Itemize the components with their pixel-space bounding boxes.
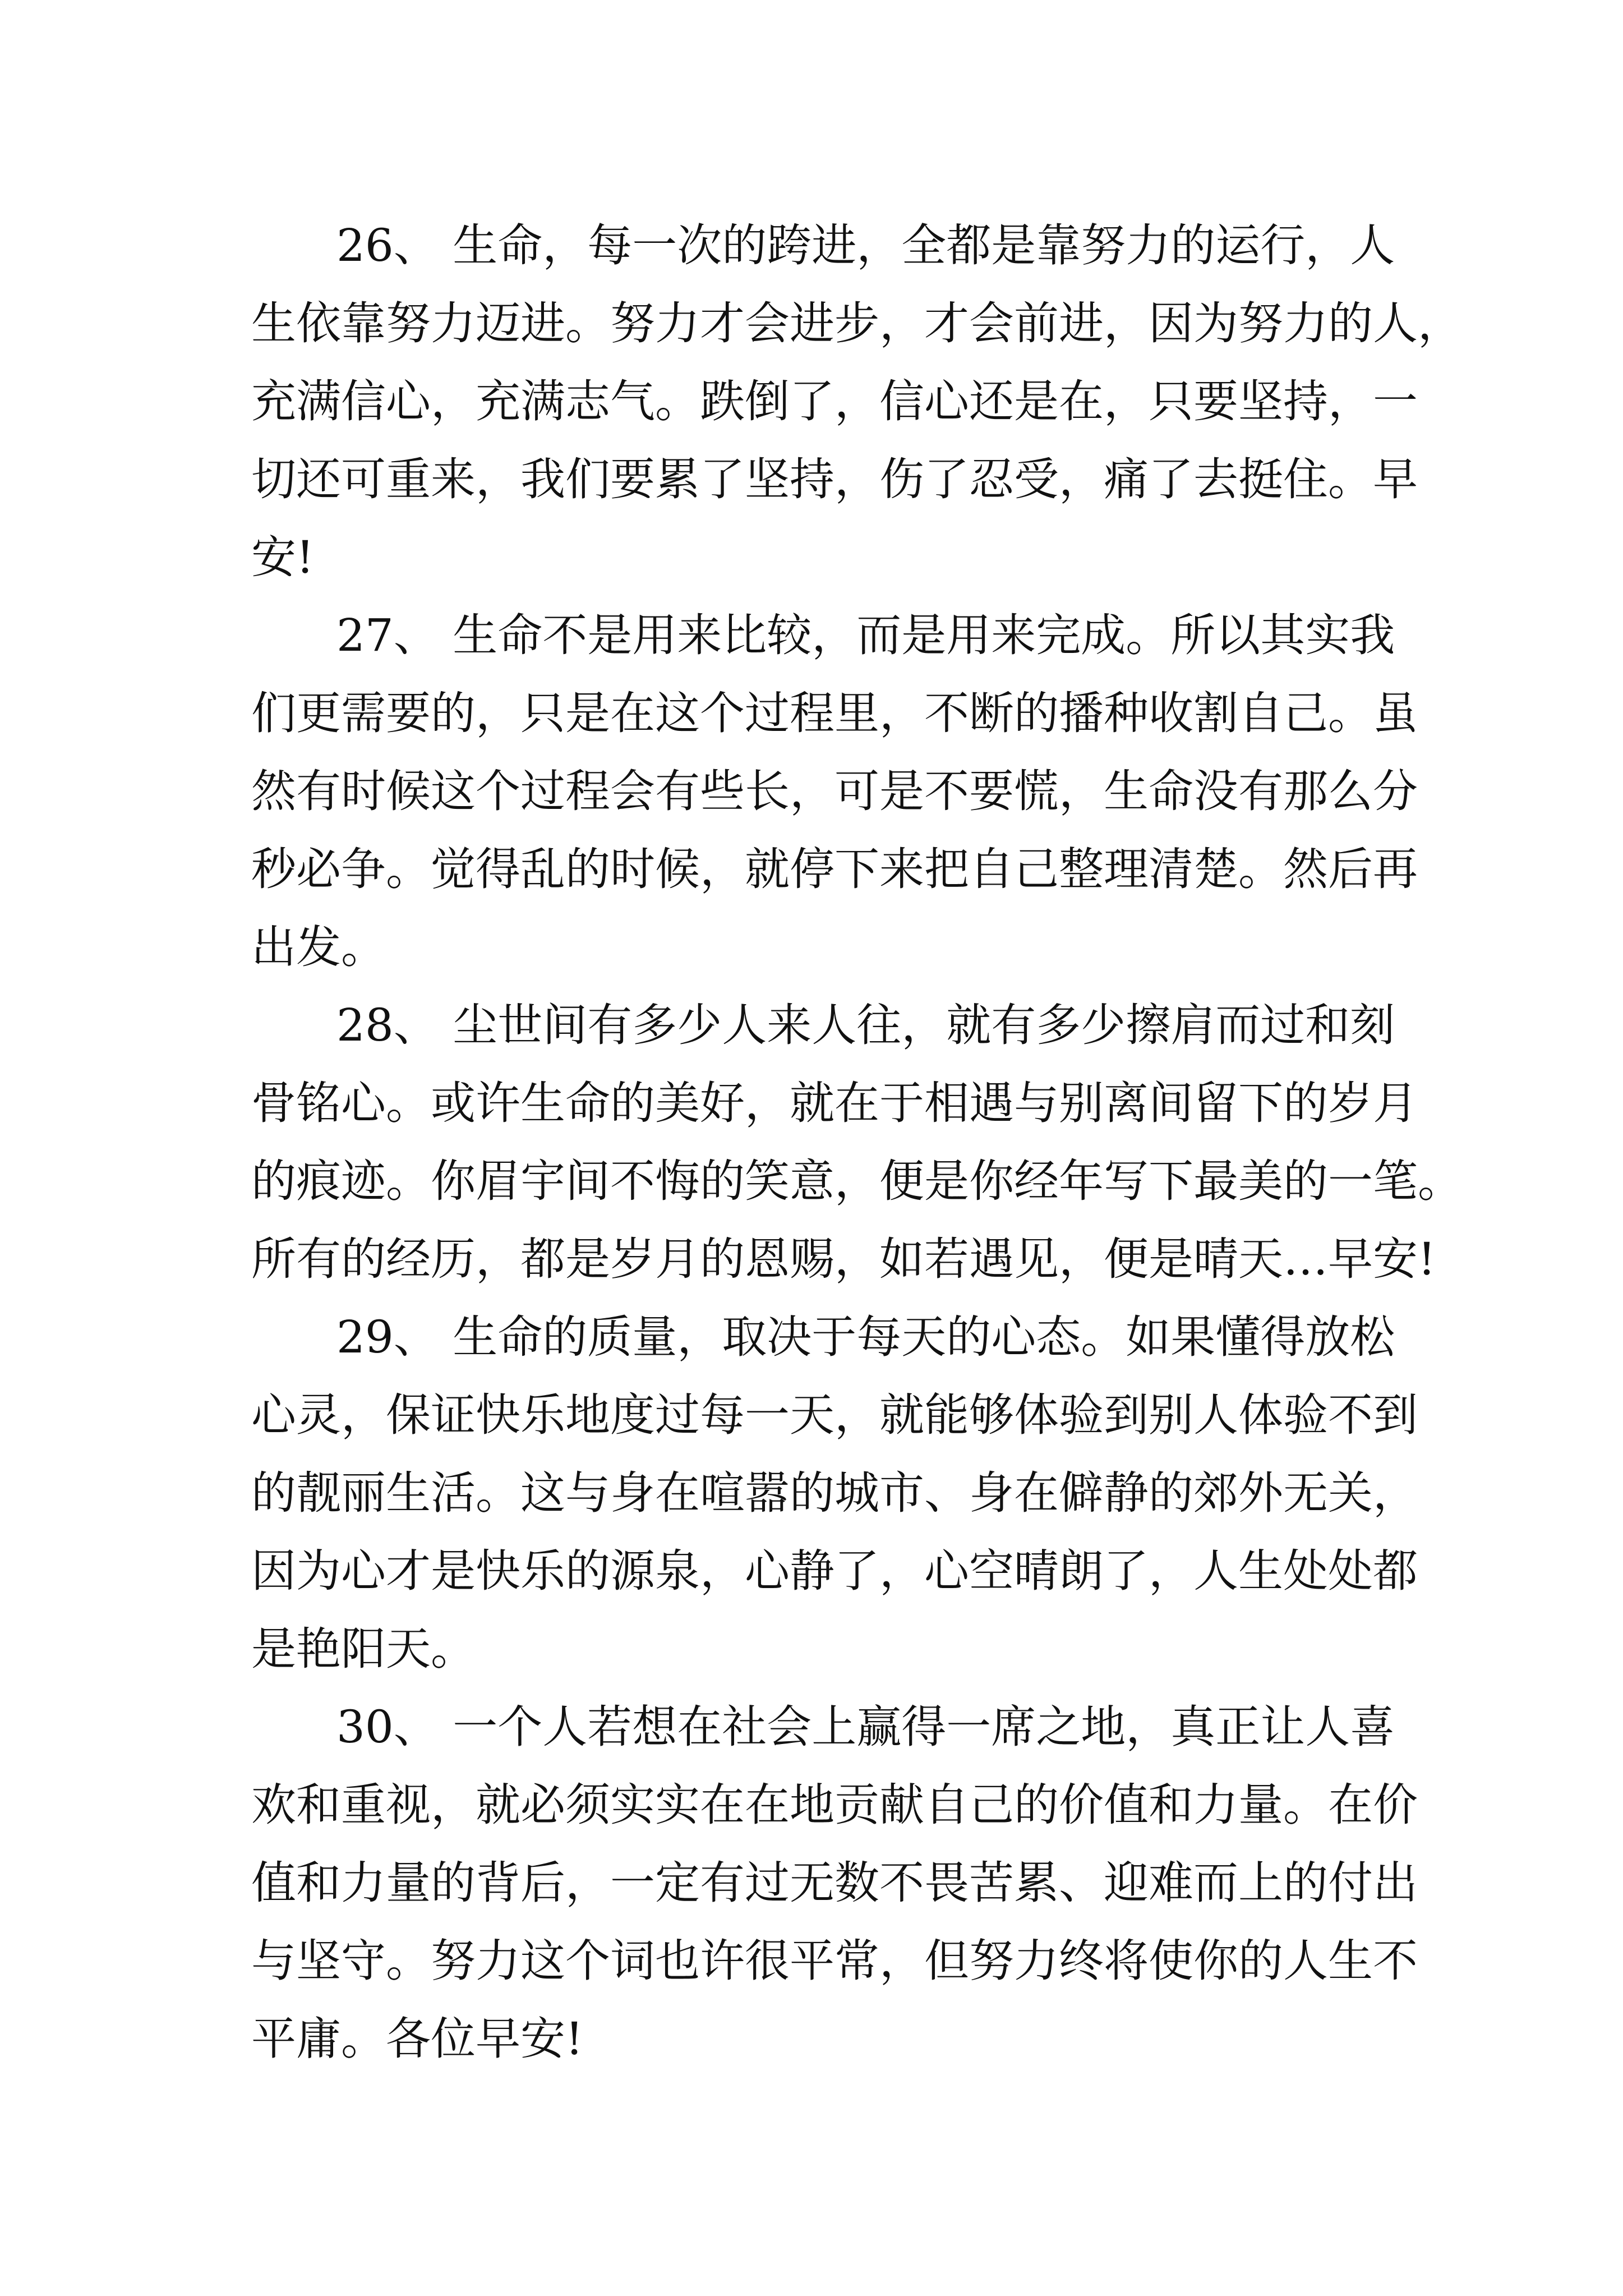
paragraph-30-line-1: 30、 一个人若想在社会上赢得一席之地，真正让人喜: [336, 1701, 1395, 1753]
paragraph-30-line-2: 欢和重视，就必须实实在在地贡献自己的价值和力量。在价: [251, 1779, 1418, 1831]
paragraph-27-line-1: 27、 生命不是用来比较，而是用来完成。所以其实我: [336, 609, 1395, 661]
paragraph-29-line-3: 的靓丽生活。这与身在喧嚣的城市、身在僻静的郊外无关，: [251, 1467, 1418, 1519]
paragraph-29-line-2: 心灵，保证快乐地度过每一天，就能够体验到别人体验不到: [251, 1389, 1418, 1441]
paragraph-30-line-4: 与坚守。努力这个词也许很平常，但努力终将使你的人生不: [251, 1935, 1418, 1987]
paragraph-28-line-4: 所有的经历，都是岁月的恩赐，如若遇见，便是晴天…早安!: [251, 1233, 1436, 1285]
paragraph-28-line-2: 骨铭心。或许生命的美好，就在于相遇与别离间留下的岁月: [251, 1077, 1418, 1129]
paragraph-26-line-4: 切还可重来，我们要累了坚持，伤了忍受，痛了去挺住。早: [251, 453, 1418, 505]
paragraph-26-line-5: 安!: [251, 531, 315, 583]
paragraph-28-line-3: 的痕迹。你眉宇间不悔的笑意，便是你经年写下最美的一笔。: [251, 1155, 1463, 1207]
paragraph-28-line-1: 28、 尘世间有多少人来人往，就有多少擦肩而过和刻: [336, 999, 1395, 1051]
paragraph-27-line-2: 们更需要的，只是在这个过程里，不断的播种收割自己。虽: [251, 687, 1418, 739]
paragraph-26-line-2: 生依靠努力迈进。努力才会进步，才会前进，因为努力的人，: [251, 297, 1463, 349]
paragraph-27-line-3: 然有时候这个过程会有些长，可是不要慌，生命没有那么分: [251, 765, 1418, 817]
paragraph-26-line-3: 充满信心，充满志气。跌倒了，信心还是在，只要坚持，一: [251, 375, 1418, 427]
paragraph-27-line-5: 出发。: [251, 921, 386, 973]
paragraph-30-line-3: 值和力量的背后，一定有过无数不畏苦累、迎难而上的付出: [251, 1857, 1418, 1909]
paragraph-29-line-1: 29、 生命的质量，取决于每天的心态。如果懂得放松: [336, 1311, 1395, 1363]
paragraph-29-line-4: 因为心才是快乐的源泉，心静了，心空晴朗了，人生处处都: [251, 1545, 1418, 1597]
paragraph-30-line-5: 平庸。各位早安!: [251, 2013, 584, 2065]
paragraph-26-line-1: 26、 生命，每一次的跨进，全都是靠努力的运行，人: [336, 219, 1395, 272]
paragraph-29-line-5: 是艳阳天。: [251, 1623, 476, 1675]
paragraph-27-line-4: 秒必争。觉得乱的时候，就停下来把自己整理清楚。然后再: [251, 843, 1418, 895]
